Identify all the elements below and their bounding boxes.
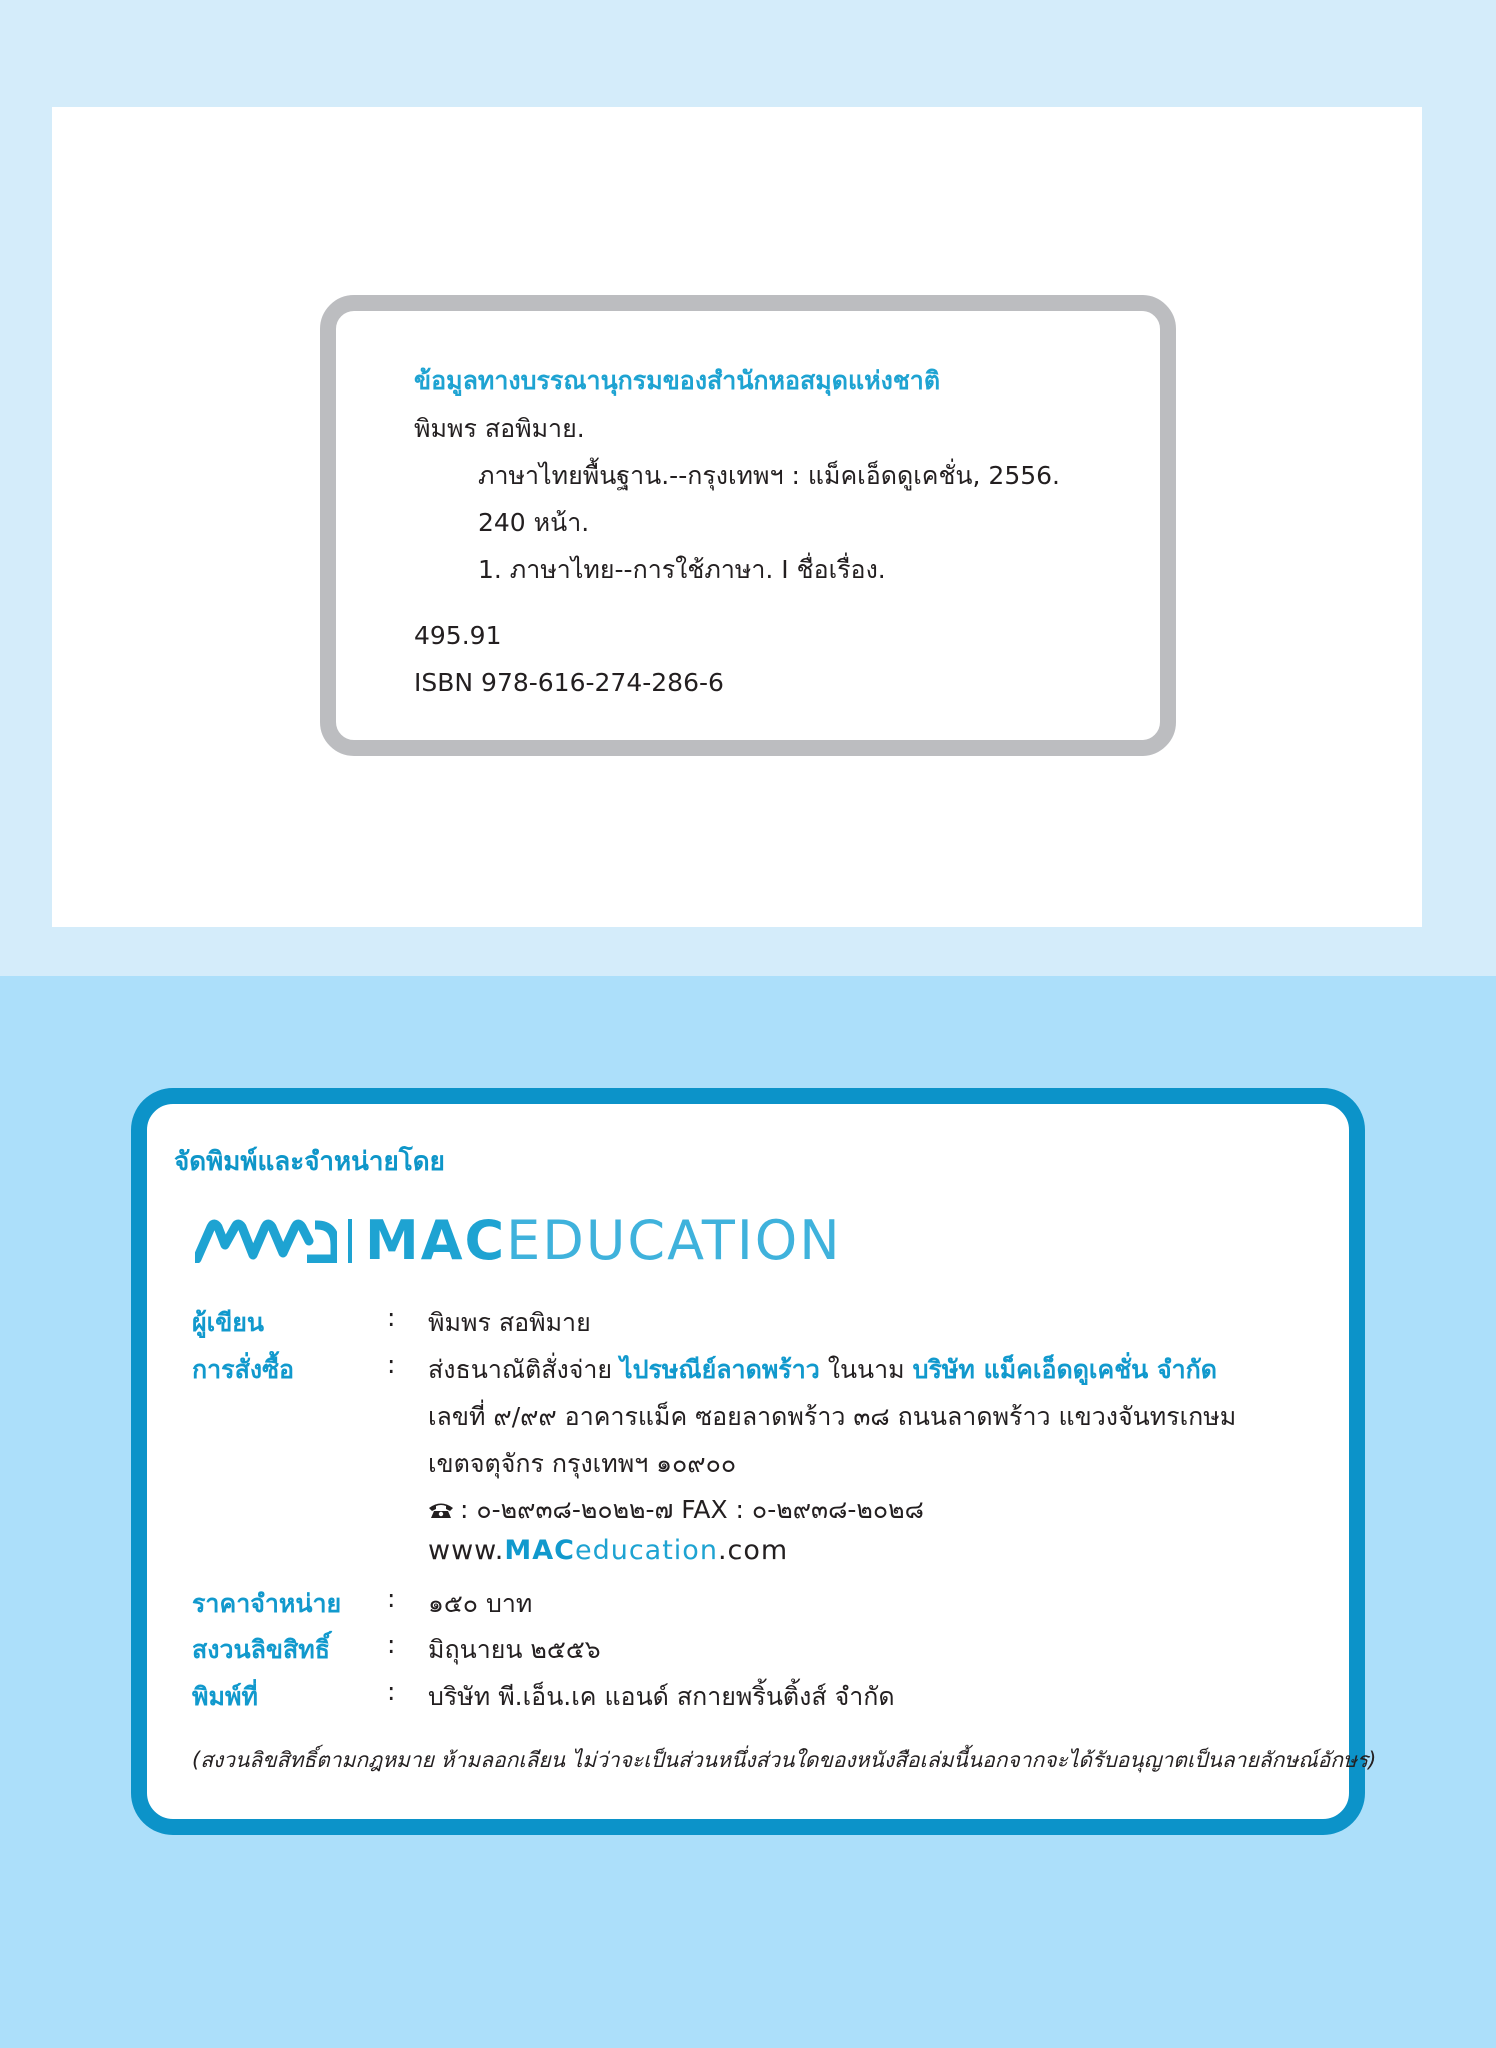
author-value: พิมพร สอพิมาย bbox=[428, 1308, 591, 1337]
address-line-1: เลขที่ ๙/๙๙ อาคารแม็ค ซอยลาดพร้าว ๓๘ ถนนลาดพร้าว แขวงจันทรเกษม bbox=[428, 1402, 1237, 1431]
cip-subject: 1. ภาษาไทย--การใช้ภาษา. I ชื่อเรื่อง. bbox=[478, 555, 886, 584]
mac-wave-logo-icon bbox=[195, 1219, 337, 1263]
logo-mac: MAC bbox=[365, 1209, 507, 1272]
publisher-info-box bbox=[131, 1088, 1365, 1835]
cip-catalog-box bbox=[320, 295, 1176, 756]
copyright-value: มิถุนายน ๒๕๕๖ bbox=[428, 1635, 601, 1664]
cip-pages: 240 หน้า. bbox=[478, 508, 590, 537]
cip-title: ข้อมูลทางบรรณานุกรมของสำนักหอสมุดแห่งชาติ bbox=[414, 366, 941, 395]
website[interactable] bbox=[428, 1535, 788, 1566]
logo-education: EDUCATION bbox=[506, 1209, 842, 1272]
order-text-2: ในนาม bbox=[819, 1355, 913, 1384]
mac-education-logo bbox=[195, 1209, 842, 1272]
web-education: education bbox=[574, 1535, 718, 1566]
order-colon: : bbox=[387, 1350, 396, 1379]
logo-divider bbox=[348, 1219, 352, 1263]
printer-label: พิมพ์ที่ bbox=[192, 1682, 258, 1711]
order-company: บริษัท แม็คเอ็ดดูเคชั่น จำกัด bbox=[912, 1355, 1218, 1384]
address-line-2: เขตจตุจักร กรุงเทพฯ ๑๐๙๐๐ bbox=[428, 1449, 737, 1478]
web-mac: MAC bbox=[504, 1535, 575, 1566]
cip-publication: ภาษาไทยพื้นฐาน.--กรุงเทพฯ : แม็คเอ็ดดูเคชั่น, 2556. bbox=[478, 461, 1060, 490]
logo-wordmark bbox=[365, 1209, 842, 1272]
copyright-note: (สงวนลิขสิทธิ์ตามกฎหมาย ห้ามลอกเลียน ไม่ว่าจะเป็นส่วนหนึ่งส่วนใดของหนังสือเล่มนี้นอกจากจะได้รับอนุญาตเป็นลายลักษณ์อักษร) bbox=[192, 1748, 1377, 1772]
author-colon: : bbox=[387, 1303, 396, 1332]
author-label: ผู้เขียน bbox=[192, 1308, 265, 1337]
price-value: ๑๕๐ บาท bbox=[428, 1589, 533, 1618]
printer-value: บริษัท พี.เอ็น.เค แอนด์ สกายพริ้นติ้งส์ จำกัด bbox=[428, 1682, 895, 1711]
web-prefix: www. bbox=[428, 1535, 505, 1566]
cip-classification: 495.91 bbox=[414, 621, 502, 650]
cip-isbn: ISBN 978-616-274-286-6 bbox=[414, 668, 724, 697]
telephone-icon bbox=[428, 1501, 454, 1519]
copyright-label: สงวนลิขสิทธิ์ bbox=[192, 1635, 331, 1664]
phone-fax-text: : ๐-๒๙๓๘-๒๐๒๒-๗ FAX : ๐-๒๙๓๘-๒๐๒๘ bbox=[460, 1495, 924, 1524]
cip-author: พิมพร สอพิมาย. bbox=[414, 414, 585, 443]
phone-line bbox=[428, 1490, 924, 1530]
price-label: ราคาจำหน่าย bbox=[192, 1589, 342, 1618]
printer-colon: : bbox=[387, 1677, 396, 1706]
publisher-heading: จัดพิมพ์และจำหน่ายโดย bbox=[174, 1147, 445, 1177]
web-suffix: .com bbox=[717, 1535, 789, 1566]
order-label: การสั่งซื้อ bbox=[192, 1355, 295, 1384]
copyright-colon: : bbox=[387, 1630, 396, 1659]
order-post-office: ไปรษณีย์ลาดพร้าว bbox=[620, 1355, 820, 1384]
price-colon: : bbox=[387, 1584, 396, 1613]
order-value bbox=[428, 1350, 1217, 1390]
order-text-1: ส่งธนาณัติสั่งจ่าย bbox=[428, 1355, 621, 1384]
